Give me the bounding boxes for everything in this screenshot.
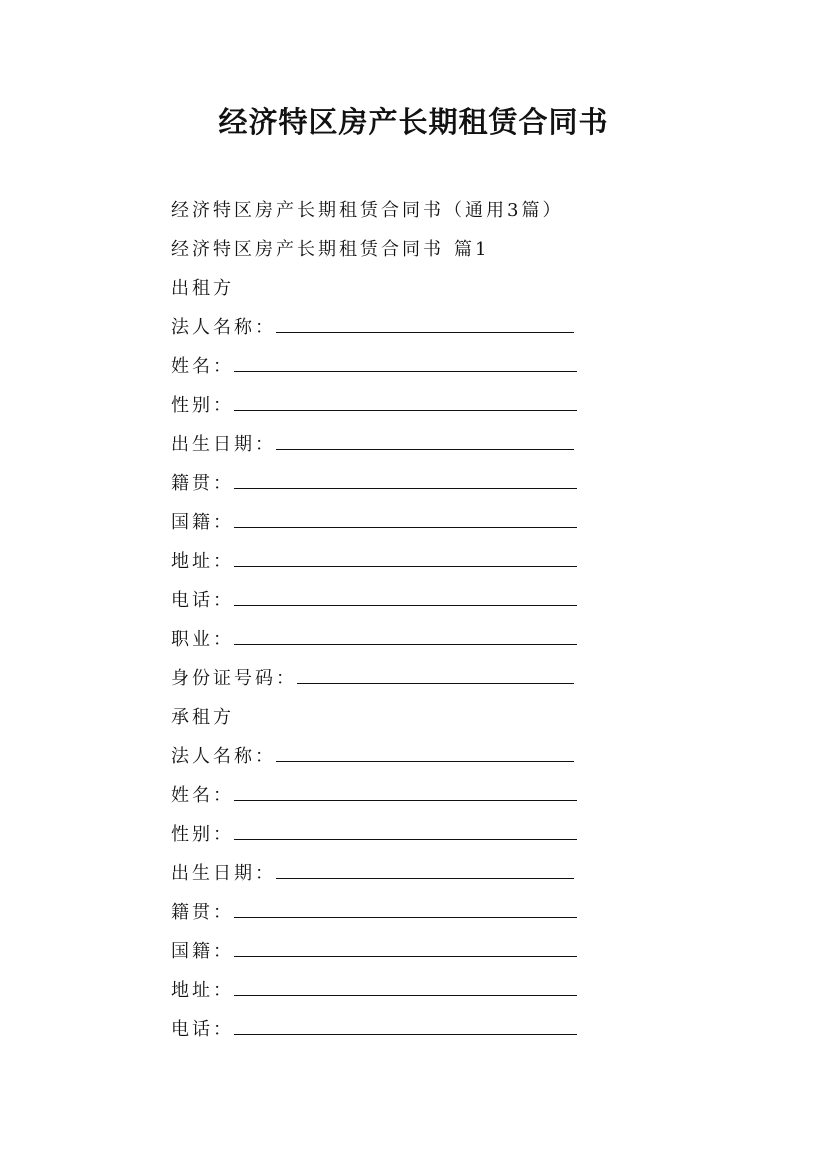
lessor-field-native-place xyxy=(171,468,591,507)
field-label: 电话： xyxy=(171,1019,234,1040)
field-label: 身份证号码： xyxy=(171,668,297,689)
field-label: 职业： xyxy=(171,629,234,650)
subtitle-text: 经济特区房产长期租赁合同书（通用3篇） xyxy=(171,200,564,221)
fill-in-blank[interactable] xyxy=(276,741,574,762)
section-number: 篇1 xyxy=(454,239,490,260)
lessor-field-address xyxy=(171,546,591,585)
fill-in-blank[interactable] xyxy=(234,936,577,957)
section-heading xyxy=(171,234,591,273)
field-label: 地址： xyxy=(171,980,234,1001)
field-label: 性别： xyxy=(171,395,234,416)
lessee-field-name xyxy=(171,780,591,819)
lessee-field-nationality xyxy=(171,936,591,975)
lessor-field-gender xyxy=(171,390,591,429)
lessor-field-legal-name xyxy=(171,312,591,351)
lessor-field-nationality xyxy=(171,507,591,546)
lessor-field-id-number xyxy=(171,663,591,702)
fill-in-blank[interactable] xyxy=(234,468,577,489)
field-label: 国籍： xyxy=(171,941,234,962)
fill-in-blank[interactable] xyxy=(234,390,577,411)
field-label: 法人名称： xyxy=(171,317,276,338)
fill-in-blank[interactable] xyxy=(234,585,577,606)
fill-in-blank[interactable] xyxy=(234,351,577,372)
lessee-field-legal-name xyxy=(171,741,591,780)
lessor-heading xyxy=(171,273,591,312)
document-title: 经济特区房产长期租赁合同书 xyxy=(218,105,609,139)
fill-in-blank[interactable] xyxy=(234,1014,577,1035)
field-label: 籍贯： xyxy=(171,473,234,494)
field-label: 性别： xyxy=(171,824,234,845)
lessee-heading-text: 承租方 xyxy=(171,707,234,728)
field-label: 法人名称： xyxy=(171,746,276,767)
fill-in-blank[interactable] xyxy=(234,546,577,567)
lessee-field-native-place xyxy=(171,897,591,936)
fill-in-blank[interactable] xyxy=(276,858,574,879)
fill-in-blank[interactable] xyxy=(234,975,577,996)
field-label: 出生日期： xyxy=(171,863,276,884)
document-subtitle xyxy=(171,195,591,234)
field-label: 出生日期： xyxy=(171,434,276,455)
fill-in-blank[interactable] xyxy=(297,663,574,684)
fill-in-blank[interactable] xyxy=(234,897,577,918)
field-label: 姓名： xyxy=(171,356,234,377)
lessee-field-address xyxy=(171,975,591,1014)
field-label: 国籍： xyxy=(171,512,234,533)
lessor-field-birth-date xyxy=(171,429,591,468)
lessor-heading-text: 出租方 xyxy=(171,278,234,299)
lessee-field-phone xyxy=(171,1014,591,1053)
fill-in-blank[interactable] xyxy=(234,624,577,645)
fill-in-blank[interactable] xyxy=(234,780,577,801)
lessee-field-birth-date xyxy=(171,858,591,897)
document-body xyxy=(171,195,591,1053)
field-label: 姓名： xyxy=(171,785,234,806)
fill-in-blank[interactable] xyxy=(276,312,574,333)
field-label: 地址： xyxy=(171,551,234,572)
fill-in-blank[interactable] xyxy=(276,429,574,450)
fill-in-blank[interactable] xyxy=(234,507,577,528)
field-label: 电话： xyxy=(171,590,234,611)
fill-in-blank[interactable] xyxy=(234,819,577,840)
lessee-heading xyxy=(171,702,591,741)
lessor-field-name xyxy=(171,351,591,390)
lessor-field-phone xyxy=(171,585,591,624)
lessor-field-occupation xyxy=(171,624,591,663)
lessee-field-gender xyxy=(171,819,591,858)
field-label: 籍贯： xyxy=(171,902,234,923)
section-heading-text: 经济特区房产长期租赁合同书 xyxy=(171,239,444,260)
